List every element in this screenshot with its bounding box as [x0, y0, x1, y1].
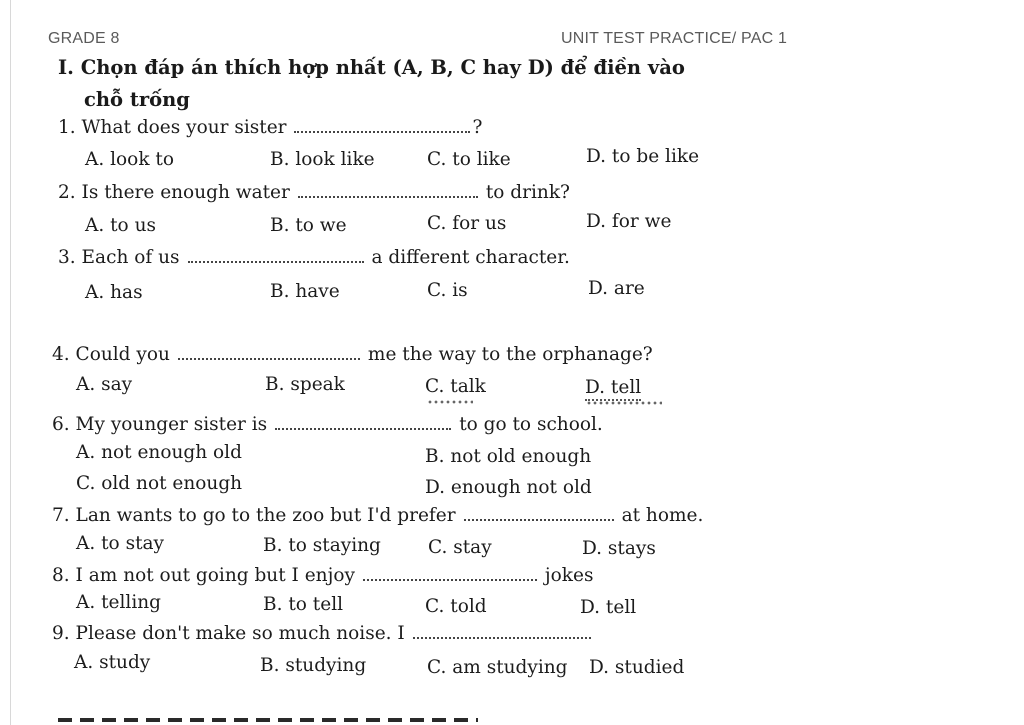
q4-option-b: B. speak: [265, 374, 345, 395]
question-text: Could you: [75, 344, 170, 365]
q7-option-a: A. to stay: [76, 533, 164, 554]
q8-option-d: D. tell: [580, 597, 637, 618]
q4-option-d: [585, 377, 641, 398]
q8-option-c: C. told: [425, 596, 487, 617]
section-title-line-2: chỗ trống: [84, 88, 190, 111]
answer-blank: [178, 354, 360, 360]
question-number: 2.: [58, 182, 76, 203]
question-1: [58, 117, 482, 138]
question-2: [58, 182, 570, 203]
question-text-after: at home.: [621, 505, 704, 526]
q6-option-b: B. not old enough: [425, 446, 592, 467]
answer-blank: [275, 424, 451, 430]
test-title: UNIT TEST PRACTICE/ PAC 1: [561, 30, 788, 47]
question-text: Is there enough water: [81, 182, 290, 203]
question-number: 1.: [58, 117, 76, 138]
q3-option-c: C. is: [427, 280, 468, 301]
question-text-after: to drink?: [485, 182, 570, 203]
q8-option-b: B. to tell: [263, 594, 344, 615]
answer-blank: [188, 257, 364, 263]
q1-option-d: D. to be like: [586, 146, 700, 167]
answer-blank: [294, 127, 470, 133]
q9-option-d: D. studied: [589, 657, 685, 678]
question-text-after: to go to school.: [459, 414, 603, 435]
question-text-after: ?: [472, 117, 483, 138]
question-number: 9.: [52, 623, 70, 644]
page-edge-rule: [10, 0, 11, 725]
answer-blank: [298, 192, 478, 198]
question-text-after: me the way to the orphanage?: [367, 344, 653, 365]
q9-option-a: A. study: [74, 652, 151, 673]
q7-option-b: B. to staying: [263, 535, 381, 556]
q6-option-a: A. not enough old: [76, 442, 242, 463]
dotted-mark: [586, 401, 662, 407]
answer-blank: [363, 575, 537, 581]
question-text: What does your sister: [81, 117, 287, 138]
q4-option-c: C. talk: [425, 376, 486, 397]
q2-option-c: C. for us: [427, 213, 507, 234]
question-9: [52, 623, 599, 644]
question-text: I am not out going but I enjoy: [75, 565, 355, 586]
question-text: Lan wants to go to the zoo but I'd prefer: [75, 505, 456, 526]
section-title-line-1: I. Chọn đáp án thích hợp nhất (A, B, C hay D) để điền vào: [58, 56, 685, 79]
question-3: [58, 247, 570, 268]
dotted-mark: [427, 400, 473, 406]
q7-option-d: D. stays: [582, 538, 656, 559]
q3-option-d: D. are: [588, 278, 645, 299]
q7-option-c: C. stay: [428, 537, 492, 558]
question-text-after: a different character.: [371, 247, 570, 268]
question-6: [52, 414, 603, 435]
q6-option-d: D. enough not old: [425, 477, 592, 498]
q3-option-a: A. has: [85, 282, 143, 303]
question-text: My younger sister is: [75, 414, 268, 435]
q2-option-a: A. to us: [85, 215, 156, 236]
answer-blank: [413, 633, 591, 639]
q2-option-b: B. to we: [270, 215, 347, 236]
q6-option-c: C. old not enough: [76, 473, 243, 494]
question-4: [52, 344, 653, 365]
question-7: [52, 505, 703, 526]
next-section-cutoff: [58, 716, 478, 725]
question-text: Please don't make so much noise. I: [75, 623, 405, 644]
question-text-after: jokes: [544, 565, 594, 586]
question-text: Each of us: [81, 247, 180, 268]
q1-option-b: B. look like: [270, 149, 375, 170]
question-number: 4.: [52, 344, 70, 365]
q2-option-d: D. for we: [586, 211, 672, 232]
question-number: 8.: [52, 565, 70, 586]
question-number: 7.: [52, 505, 70, 526]
q1-option-a: A. look to: [85, 149, 174, 170]
question-8: [52, 565, 593, 586]
q3-option-b: B. have: [270, 281, 340, 302]
grade-label: GRADE 8: [48, 30, 120, 47]
q1-option-c: C. to like: [427, 149, 511, 170]
q9-option-c: C. am studying: [427, 657, 568, 678]
section-instructions: [58, 52, 778, 116]
answer-blank: [464, 515, 614, 521]
q4-option-d-label: D. tell: [585, 377, 641, 401]
q9-option-b: B. studying: [260, 655, 367, 676]
question-number: 6.: [52, 414, 70, 435]
q4-option-a: A. say: [76, 374, 133, 395]
q8-option-a: A. telling: [76, 592, 162, 613]
question-number: 3.: [58, 247, 76, 268]
